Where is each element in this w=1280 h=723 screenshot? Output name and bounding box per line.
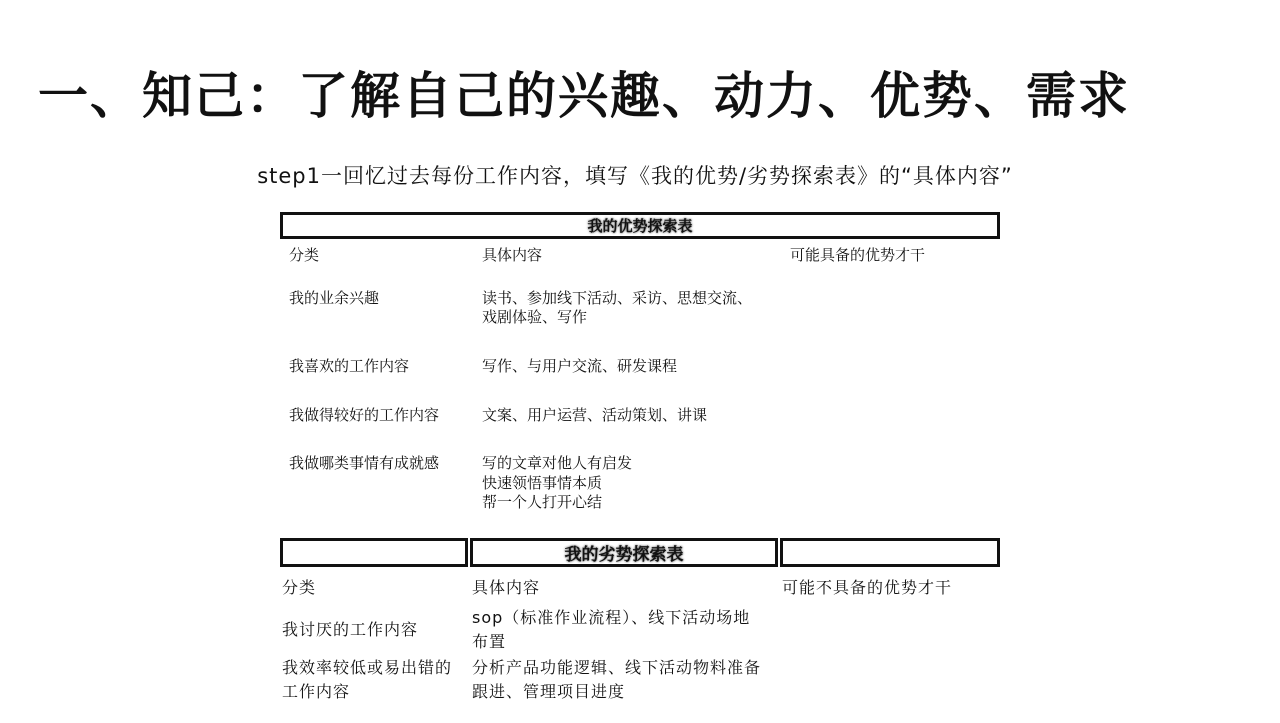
page-title: 一、知己：了解自己的兴趣、动力、优势、需求 bbox=[38, 67, 1130, 125]
step-instruction: step1一回忆过去每份工作内容，填写《我的优势/劣势探索表》的“具体内容” bbox=[257, 164, 1013, 188]
row-category: 我做得较好的工作内容 bbox=[289, 406, 440, 424]
column-header-talents: 可能具备的优势才干 bbox=[790, 246, 926, 264]
weaknesses-header-box-left bbox=[280, 538, 468, 567]
row-category: 我的业余兴趣 bbox=[289, 289, 380, 307]
column-header-category: 分类 bbox=[289, 246, 320, 264]
strengths-table bbox=[280, 212, 1000, 511]
row-content-line: 写作、与用户交流、研发课程 bbox=[482, 357, 678, 375]
weaknesses-header-box-right bbox=[780, 538, 1000, 567]
row-content-line: 跟进、管理项目进度 bbox=[472, 682, 626, 701]
row-content-line: 读书、参加线下活动、采访、思想交流、 bbox=[482, 289, 753, 307]
column-header-talents: 可能不具备的优势才干 bbox=[782, 578, 953, 597]
strengths-table-title: 我的优势探索表 bbox=[587, 217, 693, 235]
row-category: 我做哪类事情有成就感 bbox=[289, 454, 440, 472]
row-category: 我喜欢的工作内容 bbox=[289, 357, 410, 375]
row-content-line: 戏剧体验、写作 bbox=[482, 308, 588, 326]
column-header-category: 分类 bbox=[282, 578, 317, 597]
row-content-line: 写的文章对他人有启发 bbox=[482, 454, 633, 472]
row-content-line: 文案、用户运营、活动策划、讲课 bbox=[482, 406, 708, 424]
row-content-line: 帮一个人打开心结 bbox=[482, 493, 603, 511]
strengths-table-header bbox=[280, 212, 1000, 239]
weaknesses-table-header bbox=[470, 538, 778, 567]
row-content-line: sop（标准作业流程）、线下活动场地 bbox=[472, 608, 751, 627]
row-content-line: 快速领悟事情本质 bbox=[482, 474, 603, 492]
column-header-content: 具体内容 bbox=[482, 246, 543, 264]
weaknesses-table-title: 我的劣势探索表 bbox=[564, 545, 684, 565]
row-category: 工作内容 bbox=[282, 682, 351, 701]
row-category: 我效率较低或易出错的 bbox=[282, 658, 453, 677]
column-header-content: 具体内容 bbox=[472, 578, 541, 597]
row-content-line: 分析产品功能逻辑、线下活动物料准备 bbox=[472, 658, 762, 677]
row-content-line: 布置 bbox=[472, 632, 507, 651]
row-category: 我讨厌的工作内容 bbox=[282, 620, 419, 639]
